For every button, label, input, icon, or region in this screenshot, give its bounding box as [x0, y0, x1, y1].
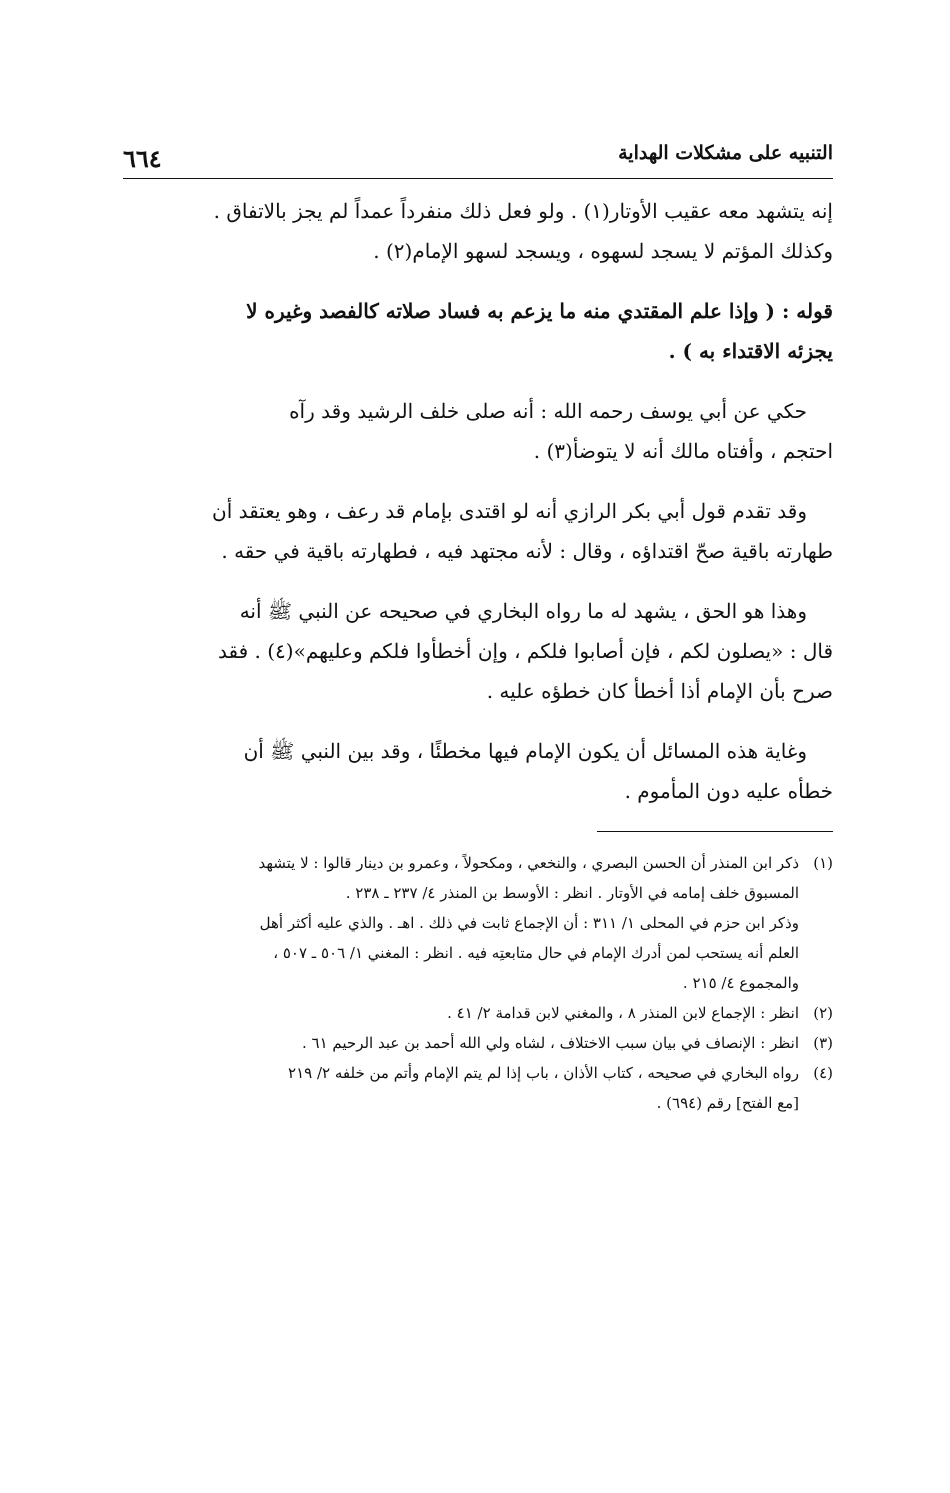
text-line: وكذلك المؤتم لا يسجد لسهوه ، ويسجد لسهو الإمام(٢) . — [373, 239, 833, 263]
footnote-body — [123, 1028, 799, 1058]
footnote-number: (٢) — [813, 1004, 833, 1022]
footnote-number: (٣) — [813, 1034, 833, 1052]
footnote-body — [123, 1058, 799, 1118]
text-line: حكي عن أبي يوسف رحمه الله : أنه صلى خلف الرشيد وقد رآه — [289, 399, 807, 423]
text-line: وغاية هذه المسائل أن يكون الإمام فيها مخطئًا ، وقد بين النبي ﷺ أن — [243, 739, 807, 763]
book-page — [123, 130, 833, 1118]
text-line: خطأه عليه دون المأموم . — [624, 779, 833, 803]
paragraph-1 — [123, 191, 833, 271]
quoted-text-paragraph — [123, 291, 833, 371]
running-title: التنبيه على مشكلات الهداية — [618, 142, 833, 164]
text-line: قوله : ( وإذا علم المقتدي منه ما يزعم به فساد صلاته كالفصد وغيره لا — [246, 299, 833, 323]
paragraph-3 — [123, 391, 833, 471]
paragraph-5 — [123, 591, 833, 711]
footnote-4 — [123, 1058, 833, 1118]
footnote-line: وذكر ابن حزم في المحلى ١/ ٣١١ : أن الإجماع ثابت في ذلك . اهـ . والذي عليه أكثر أهل — [259, 914, 799, 932]
footnote-line: [مع الفتح] رقم (٦٩٤) . — [656, 1094, 799, 1112]
footnote-body — [123, 848, 799, 998]
footnote-number: (١) — [813, 854, 833, 872]
text-line: وهذا هو الحق ، يشهد له ما رواه البخاري في صحيحه عن النبي ﷺ أنه — [239, 599, 807, 623]
footnote-3 — [123, 1028, 833, 1058]
text-line: احتجم ، وأفتاه مالك أنه لا يتوضأ(٣) . — [533, 439, 833, 463]
footnote-separator — [597, 831, 833, 832]
footnote-line: العلم أنه يستحب لمن أدرك الإمام في حال متابعتِه فيه . انظر : المغني ١/ ٥٠٦ ـ ٥٠٧ ، — [273, 944, 799, 962]
footnote-body — [123, 998, 799, 1028]
footnote-number: (٤) — [813, 1064, 833, 1082]
text-line: يجزئه الاقتداء به ) . — [668, 339, 833, 363]
text-line: وقد تقدم قول أبي بكر الرازي أنه لو اقتدى بإمام قد رعف ، وهو يعتقد أن — [212, 499, 807, 523]
paragraph-4 — [123, 491, 833, 571]
text-line: طهارته باقية صحّ اقتداؤه ، وقال : لأنه مجتهد فيه ، فطهارته باقية في حقه . — [221, 539, 833, 563]
main-text — [123, 191, 833, 811]
footnotes — [123, 848, 833, 1118]
text-line: صرح بأن الإمام أذا أخطأ كان خطؤه عليه . — [486, 679, 833, 703]
footnote-line: والمجموع ٤/ ٢١٥ . — [682, 974, 799, 992]
paragraph-6 — [123, 731, 833, 811]
footnote-2 — [123, 998, 833, 1028]
footnote-line: ذكر ابن المنذر أن الحسن البصري ، والنخعي ، ومكحولاً ، وعمرو بن دينار قالوا : لا يتشهد — [258, 854, 799, 872]
page-number: ٦٦٤ — [123, 144, 162, 173]
footnote-line: رواه البخاري في صحيحه ، كتاب الأذان ، باب إذا لم يتم الإمام وأتم من خلفه ٢/ ٢١٩ — [288, 1064, 799, 1082]
page-header — [123, 130, 833, 179]
footnote-1 — [123, 848, 833, 998]
text-line: إنه يتشهد معه عقيب الأوتار(١) . ولو فعل ذلك منفرداً عمداً لم يجز بالاتفاق . — [213, 199, 833, 223]
footnote-line: انظر : الإجماع لابن المنذر ٨ ، والمغني لابن قدامة ٢/ ٤١ . — [447, 1004, 799, 1022]
footnote-line: انظر : الإنصاف في بيان سبب الاختلاف ، لشاه ولي الله أحمد بن عبد الرحيم ٦١ . — [301, 1034, 799, 1052]
footnote-line: المسبوق خلف إمامه في الأوتار . انظر : الأوسط بن المنذر ٤/ ٢٣٧ ـ ٢٣٨ . — [345, 884, 799, 902]
text-line: قال : «يصلون لكم ، فإن أصابوا فلكم ، وإن أخطأوا فلكم وعليهم»(٤) . فقد — [217, 639, 833, 663]
